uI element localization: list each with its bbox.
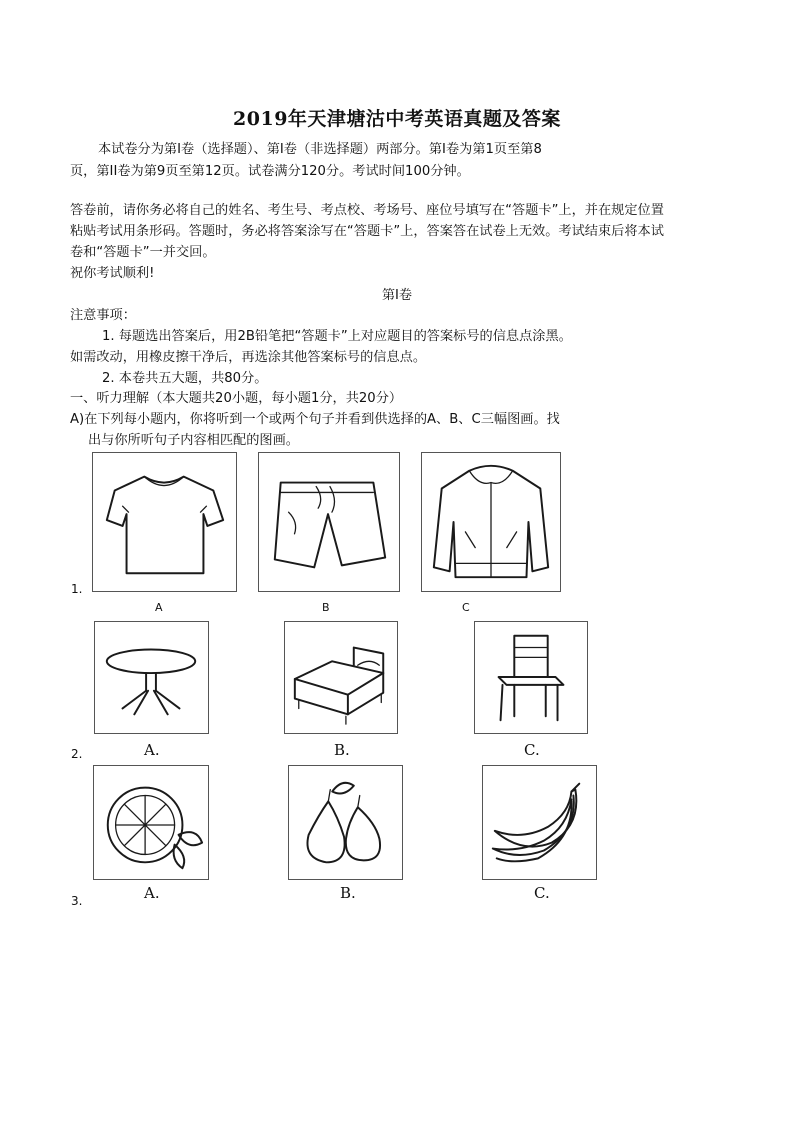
option-box	[474, 621, 588, 734]
part1-instruction-2: 出与你所听句子内容相匹配的图画。	[88, 433, 299, 448]
question-number: 1.	[71, 582, 83, 596]
jacket-icon	[422, 453, 560, 591]
section-heading: 第I卷	[381, 288, 413, 303]
option-label: A	[155, 601, 163, 614]
option-box	[92, 452, 237, 592]
tshirt-icon	[93, 453, 236, 591]
notes-item-1: 1. 每题选出答案后，用2B铅笔把“答题卡”上对应题目的答案标号的信息点涂黑。	[102, 329, 572, 344]
intro-line-4: 粘贴考试用条形码。答题时，务必将答案涂写在“答题卡”上，答案答在试卷上无效。考试结束后将本试	[70, 224, 664, 239]
notes-heading: 注意事项：	[70, 308, 136, 323]
option-box	[93, 765, 209, 880]
option-label: B.	[334, 741, 350, 759]
option-label: C	[462, 601, 470, 614]
option-label: A.	[144, 884, 160, 902]
question-number: 2.	[71, 747, 83, 761]
intro-line-3: 答卷前，请你务必将自己的姓名、考生号、考点校、考场号、座位号填写在“答题卡”上，并在规定位置	[70, 203, 664, 218]
table-icon	[95, 622, 208, 733]
pears-icon	[289, 766, 402, 879]
option-box	[94, 621, 209, 734]
notes-item-1-cont: 如需改动，用橡皮擦干净后，再选涂其他答案标号的信息点。	[70, 350, 427, 365]
option-label: B.	[340, 884, 356, 902]
intro-line-6: 祝你考试顺利!	[70, 266, 155, 281]
intro-line-1: 本试卷分为第I卷（选择题）、第I卷（非选择题）两部分。第I卷为第1页至第8	[98, 142, 542, 157]
option-label: C.	[534, 884, 550, 902]
option-box	[482, 765, 597, 880]
question-number: 3.	[71, 894, 83, 908]
part1-instruction-1: A)在下列每小题内，你将听到一个或两个句子并看到供选择的A、B、C三幅图画。找	[70, 412, 560, 427]
option-box	[284, 621, 398, 734]
intro-line-5: 卷和“答题卡”一并交回。	[70, 245, 216, 260]
bed-icon	[285, 622, 397, 733]
option-label: B	[322, 601, 330, 614]
option-box	[258, 452, 400, 592]
chair-icon	[475, 622, 587, 733]
shorts-icon	[259, 453, 399, 591]
notes-item-2: 2. 本卷共五大题，共80分。	[102, 371, 268, 386]
option-label: A.	[144, 741, 160, 759]
part1-heading: 一、听力理解（本大题共20小题，每小题1分，共20分）	[70, 391, 403, 406]
option-label: C.	[524, 741, 540, 759]
option-box	[288, 765, 403, 880]
bananas-icon	[483, 766, 596, 879]
intro-line-2: 页，第II卷为第9页至第12页。试卷满分120分。考试时间100分钟。	[70, 164, 470, 179]
option-box	[421, 452, 561, 592]
page-title: 2019年天津塘沽中考英语真题及答案	[233, 108, 561, 130]
orange-icon	[94, 766, 208, 879]
